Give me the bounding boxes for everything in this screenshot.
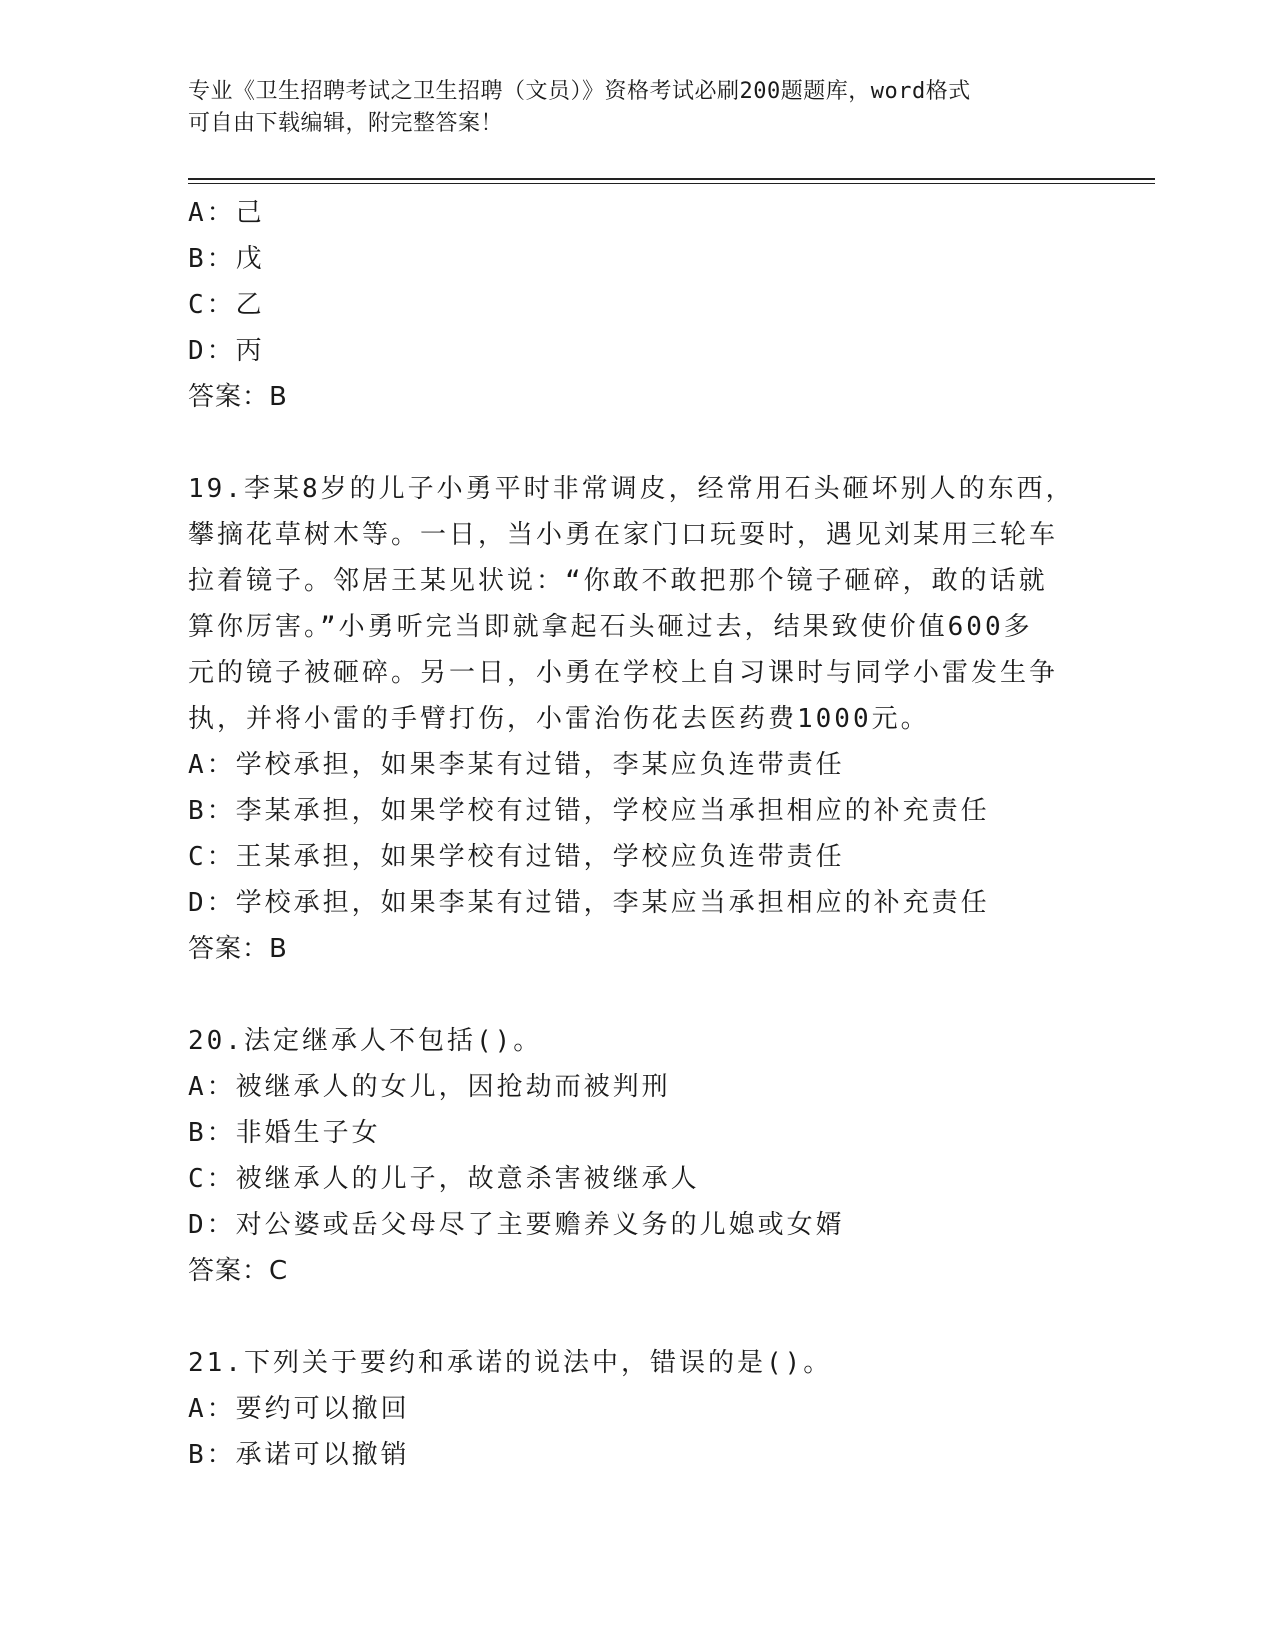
question-stem: 21.下列关于要约和承诺的说法中，错误的是()。 [188, 1348, 833, 1378]
option-b: B：李某承担，如果学校有过错，学校应当承担相应的补充责任 [188, 796, 990, 826]
question-21 [188, 1340, 1068, 1478]
question-18-options [188, 190, 1068, 420]
question-stem-line: 拉着镜子。邻居王某见状说：“你敢不敢把那个镜子砸碎，敢的话就 [188, 566, 1048, 596]
question-stem: 20.法定继承人不包括()。 [188, 1026, 543, 1056]
header-line-1: 专业《卫生招聘考试之卫生招聘（文员）》资格考试必刷200题题库，word格式 [188, 79, 971, 104]
question-stem-line: 19.李某8岁的儿子小勇平时非常调皮，经常用石头砸坏别人的东西， [188, 474, 1075, 504]
header-line-2: 可自由下载编辑，附完整答案！ [188, 111, 504, 136]
option-c: C：被继承人的儿子，故意杀害被继承人 [188, 1164, 700, 1194]
option-b: B：非婚生子女 [188, 1118, 381, 1148]
option-a: A：要约可以撤回 [188, 1394, 410, 1424]
answer: 答案：B [188, 934, 288, 964]
header-divider-thin [188, 183, 1155, 184]
option-a: A：被继承人的女儿，因抢劫而被判刑 [188, 1072, 671, 1102]
header-divider-thick [188, 178, 1155, 180]
option-c: C：乙 [188, 290, 265, 320]
option-d: D：学校承担，如果李某有过错，李某应当承担相应的补充责任 [188, 888, 990, 918]
option-c: C：王某承担，如果学校有过错，学校应负连带责任 [188, 842, 845, 872]
question-stem-line: 元的镜子被砸碎。另一日，小勇在学校上自习课时与同学小雷发生争 [188, 658, 1059, 688]
question-20 [188, 1018, 1068, 1294]
option-a: A：己 [188, 198, 265, 228]
option-d: D：丙 [188, 336, 265, 366]
answer: 答案：C [188, 1256, 289, 1286]
question-stem-line: 攀摘花草树木等。一日，当小勇在家门口玩耍时，遇见刘某用三轮车 [188, 520, 1059, 550]
option-a: A：学校承担，如果李某有过错，李某应负连带责任 [188, 750, 845, 780]
option-b: B：戊 [188, 244, 265, 274]
question-stem-line: 执，并将小雷的手臂打伤，小雷治伤花去医药费1000元。 [188, 704, 930, 734]
option-b: B：承诺可以撤销 [188, 1440, 410, 1470]
spacer [188, 420, 1068, 466]
spacer [188, 1294, 1068, 1340]
document-header [188, 76, 1088, 140]
question-19 [188, 466, 1075, 972]
option-d: D：对公婆或岳父母尽了主要赡养义务的儿媳或女婿 [188, 1210, 845, 1240]
question-stem-line: 算你厉害。”小勇听完当即就拿起石头砸过去，结果致使价值600多 [188, 612, 1033, 642]
question-list [188, 190, 1075, 1478]
answer: 答案：B [188, 382, 288, 412]
spacer [188, 972, 1068, 1018]
